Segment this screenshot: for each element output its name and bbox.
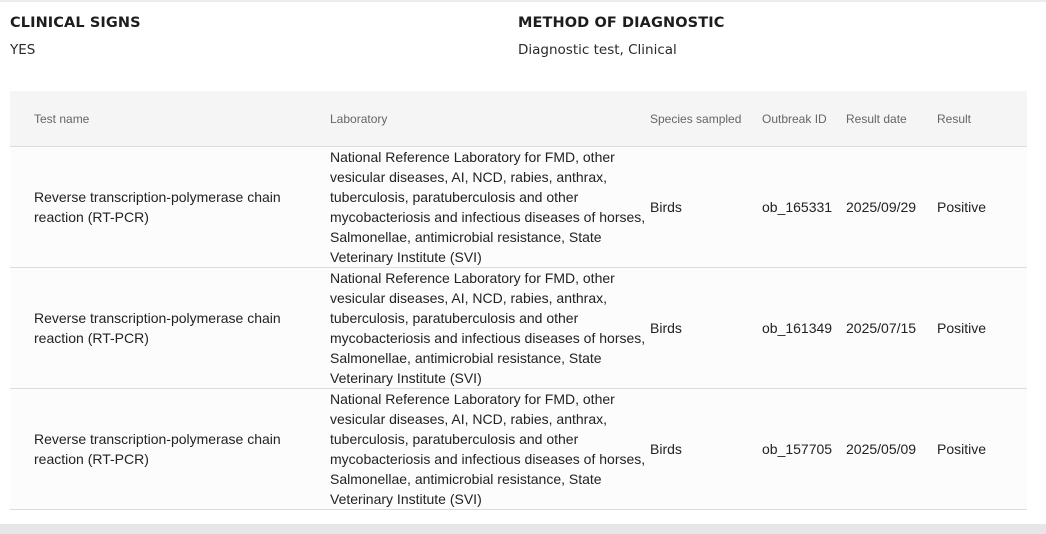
- method-of-diagnostic-value: Diagnostic test, Clinical: [518, 42, 677, 58]
- cell-result: Positive: [937, 147, 1027, 268]
- laboratory-text: National Reference Laboratory for FMD, other vesicular diseases, AI, NCD, rabies, anthrax, tuberculosis, paratuberculosis and other mycobacteriosis and infectious diseases of horses, Salmonellae, antimicrobial resistance, State Veterinary Institute (SVI): [330, 149, 646, 265]
- column-header-test-name[interactable]: Test name: [34, 111, 90, 126]
- cell-test-name: [10, 268, 330, 389]
- cell-laboratory: [330, 268, 650, 389]
- table-header-row: [10, 91, 1027, 147]
- cell-result: Positive: [937, 389, 1027, 510]
- cell-species-sampled: Birds: [650, 389, 762, 510]
- column-header-result[interactable]: Result: [937, 111, 972, 126]
- page-footer-divider: [0, 524, 1046, 534]
- column-header-laboratory[interactable]: Laboratory: [330, 111, 388, 126]
- table-row: [10, 389, 1027, 510]
- test-results-table-container: [10, 91, 1027, 510]
- cell-test-name: [10, 389, 330, 510]
- clinical-signs-block: [10, 14, 141, 59]
- table-row: [10, 268, 1027, 389]
- table-row: [10, 147, 1027, 268]
- cell-result: Positive: [937, 268, 1027, 389]
- cell-laboratory: [330, 389, 650, 510]
- diagnostic-card: [0, 2, 1046, 524]
- cell-test-name: [10, 147, 330, 268]
- method-of-diagnostic-label: METHOD OF DIAGNOSTIC: [518, 15, 725, 31]
- cell-result-date: 2025/09/29: [846, 147, 937, 268]
- test-name-text: Reverse transcription-polymerase chain reaction (RT-PCR): [34, 189, 281, 225]
- table-header: [10, 91, 1027, 147]
- cell-laboratory: [330, 147, 650, 268]
- cell-outbreak-id: ob_157705: [762, 389, 846, 510]
- clinical-signs-value: YES: [10, 42, 36, 58]
- cell-result-date: 2025/05/09: [846, 389, 937, 510]
- cell-outbreak-id: ob_161349: [762, 268, 846, 389]
- laboratory-text: National Reference Laboratory for FMD, other vesicular diseases, AI, NCD, rabies, anthrax, tuberculosis, paratuberculosis and other mycobacteriosis and infectious diseases of horses, Salmonellae, antimicrobial resistance, State Veterinary Institute (SVI): [330, 391, 646, 507]
- test-results-table: [10, 91, 1027, 510]
- column-header-species-sampled[interactable]: Species sampled: [650, 111, 742, 126]
- cell-result-date: 2025/07/15: [846, 268, 937, 389]
- test-name-text: Reverse transcription-polymerase chain reaction (RT-PCR): [34, 310, 281, 346]
- clinical-signs-label: CLINICAL SIGNS: [10, 15, 141, 31]
- cell-species-sampled: Birds: [650, 268, 762, 389]
- method-of-diagnostic-block: [518, 14, 724, 59]
- column-header-result-date[interactable]: Result date: [846, 111, 907, 126]
- laboratory-text: National Reference Laboratory for FMD, other vesicular diseases, AI, NCD, rabies, anthrax, tuberculosis, paratuberculosis and other mycobacteriosis and infectious diseases of horses, Salmonellae, antimicrobial resistance, State Veterinary Institute (SVI): [330, 270, 646, 386]
- column-header-outbreak-id[interactable]: Outbreak ID: [762, 111, 827, 126]
- cell-species-sampled: Birds: [650, 147, 762, 268]
- table-body: [10, 147, 1027, 510]
- test-name-text: Reverse transcription-polymerase chain reaction (RT-PCR): [34, 431, 281, 467]
- cell-outbreak-id: ob_165331: [762, 147, 846, 268]
